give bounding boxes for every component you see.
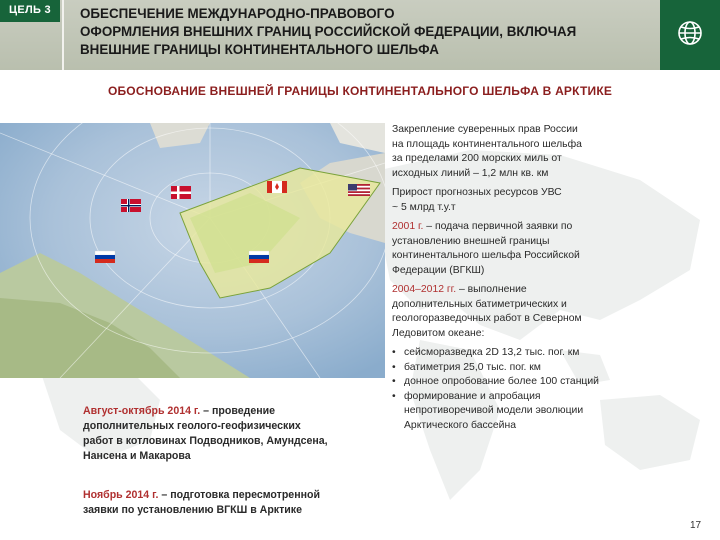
title-line: ОФОРМЛЕНИЯ ВНЕШНИХ ГРАНИЦ РОССИЙСКОЙ ФЕДЕРАЦИИ, ВКЛЮЧАЯ: [80, 24, 577, 39]
russia-flag-icon: [249, 251, 269, 263]
title-line: ОБЕСПЕЧЕНИЕ МЕЖДУНАРОДНО-ПРАВОВОГО: [80, 6, 395, 21]
usa-flag-icon: [348, 184, 370, 196]
facts-column: [392, 123, 616, 433]
title-line: ВНЕШНИЕ ГРАНИЦЫ КОНТИНЕНТАЛЬНОГО ШЕЛЬФА: [80, 42, 439, 57]
denmark-flag-icon: [171, 186, 191, 199]
list-item: • формирование и апробация непротиворечивой модели эволюции Арктического бассейна: [392, 390, 616, 434]
list-item: • сейсморазведка 2D 13,2 тыс. пог. км: [392, 346, 616, 361]
russia-flag-icon: [95, 251, 115, 263]
year-highlight: 2001 г.: [392, 221, 424, 232]
date-highlight: Ноябрь 2014 г.: [83, 489, 159, 501]
year-highlight: 2004–2012 гг.: [392, 284, 457, 295]
fact-resources: Прирост прогнозных ресурсов УВС ~ 5 млрд т.у.т: [392, 187, 562, 213]
section-subtitle: ОБОСНОВАНИЕ ВНЕШНЕЙ ГРАНИЦЫ КОНТИНЕНТАЛЬНОГО ШЕЛЬФА В АРКТИКЕ: [107, 84, 613, 98]
date-highlight: Август-октябрь 2014 г.: [83, 405, 201, 417]
emblem-panel: [660, 0, 720, 70]
canada-flag-icon: [267, 181, 287, 193]
page-title: [80, 5, 660, 59]
page-number: 17: [690, 520, 702, 531]
arctic-shelf-map: [0, 123, 385, 378]
list-item: • батиметрия 25,0 тыс. пог. км: [392, 361, 616, 376]
globe-emblem-icon: [660, 0, 720, 70]
list-item: • донное опробование более 100 станций: [392, 375, 616, 390]
header-divider: [62, 0, 64, 70]
goal-tab: ЦЕЛЬ 3: [0, 0, 60, 22]
note-2014-aug-oct: Август-октябрь 2014 г. – проведение дополнительных геолого-геофизических работ в котловинах Подводников, Амундсена, Нансена и Макарова: [83, 405, 328, 462]
fact-2001: 2001 г. – подача первичной заявки по установлению внешней границы континентального шельфа Российской Федерации (ВГКШ): [392, 221, 580, 276]
norway-flag-icon: [121, 199, 141, 212]
fact-2004-2012: 2004–2012 гг. – выполнение дополнительных батиметрических и геологоразведочных работ в Северном Ледовитом океане:: [392, 284, 582, 339]
fact-sovereign-rights: Закрепление суверенных прав России на площадь континентального шельфа за пределами 200 морских миль от исходных линий – 1,2 млн кв. км: [392, 124, 582, 179]
work-list: [392, 346, 616, 433]
note-2014-nov: Ноябрь 2014 г. – подготовка пересмотренной заявки по установлению ВГКШ в Арктике: [83, 489, 320, 516]
